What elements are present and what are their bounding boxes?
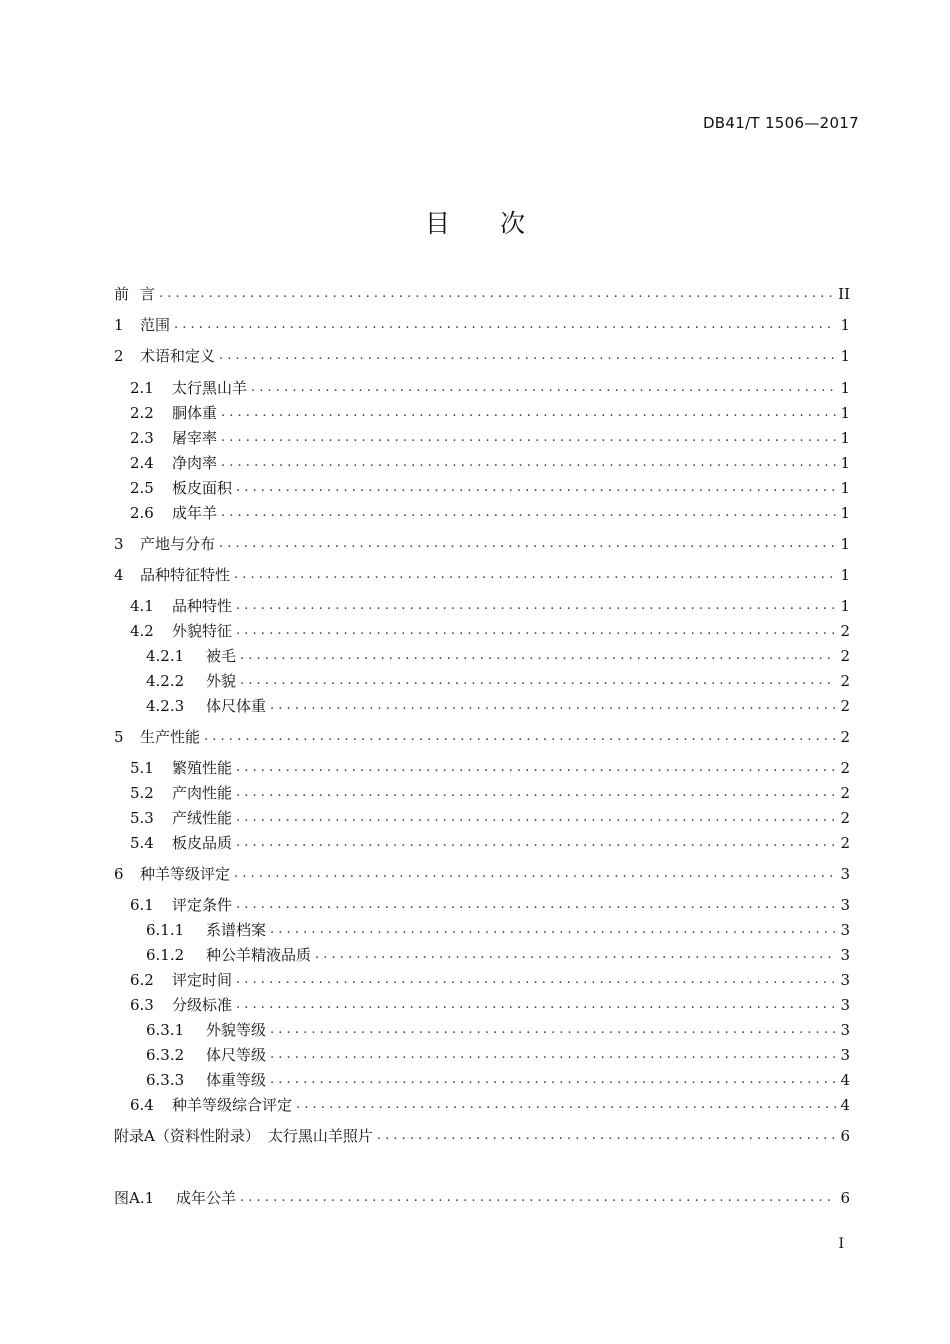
title-char-2: 次 [500,209,526,238]
toc-entry-number: 6.1.1 [146,921,185,939]
toc-dot-leader [236,782,836,804]
toc-entry[interactable] [114,620,850,642]
toc-entry-page: 6 [840,1127,850,1145]
toc-entry[interactable] [114,726,850,748]
toc-entry-label: 产地与分布 [140,535,216,553]
toc-entry-label: 太行黑山羊照片 [267,1127,373,1145]
toc-entry-page: 1 [840,454,850,472]
toc-entry-number: 2.2 [130,404,154,422]
toc-dot-leader [219,533,836,555]
page-title [0,204,950,240]
toc-entry-label: 品种特征特性 [140,566,231,584]
toc-entry[interactable] [114,757,850,779]
toc-entry-label: 体重等级 [206,1071,267,1089]
toc-dot-leader [159,283,834,305]
toc-entry[interactable] [114,452,850,474]
toc-entry-label: 品种特性 [172,597,233,615]
toc-entry[interactable] [114,477,850,499]
toc-entry[interactable] [114,1187,850,1209]
toc-dot-leader [236,757,836,779]
toc-entry-label: 言 [140,285,156,303]
toc-dot-leader [236,894,836,916]
toc-entry-label: 繁殖性能 [172,759,233,777]
toc-entry-number: 5 [114,728,124,746]
toc-entry[interactable] [114,564,850,586]
toc-entry-page: 1 [840,535,850,553]
toc-entry-page: 3 [840,996,850,1014]
toc-dot-leader [221,402,836,424]
toc-entry-number: 6.2 [130,971,154,989]
toc-entry-page: 1 [840,347,850,365]
toc-dot-leader [236,994,836,1016]
toc-entry-label: 屠宰率 [172,429,218,447]
toc-entry-page: 6 [840,1189,850,1207]
toc-entry-page: 4 [840,1071,850,1089]
toc-entry-number: 2.4 [130,454,154,472]
toc-entry-number: 4 [114,566,124,584]
toc-entry-number: 3 [114,535,124,553]
toc-entry-number: 1 [114,316,124,334]
title-char-1: 目 [424,209,450,238]
toc-entry-page: 4 [840,1096,850,1114]
toc-dot-leader [270,695,836,717]
toc-entry-page: 2 [840,697,850,715]
toc-entry-number: 4.2.3 [146,697,185,715]
toc-entry-label: 成年公羊 [176,1189,237,1207]
toc-entry[interactable] [114,832,850,854]
toc-entry-number: 4.1 [130,597,154,615]
toc-entry[interactable] [114,345,850,367]
toc-entry-label: 板皮面积 [172,479,233,497]
toc-dot-leader [240,645,836,667]
toc-entry[interactable] [114,807,850,829]
toc-entry-label: 生产性能 [140,728,201,746]
toc-entry-page: 1 [840,566,850,584]
toc-dot-leader [236,969,836,991]
document-code: DB41/T 1506—2017 [702,114,859,132]
toc-entry[interactable] [114,377,850,399]
toc-dot-leader [174,314,836,336]
toc-entry-page: 3 [840,896,850,914]
toc-entry-page: 2 [840,759,850,777]
toc-entry-label: 分级标准 [172,996,233,1014]
toc-entry-number: 6.4 [130,1096,154,1114]
toc-entry-page: 1 [840,429,850,447]
toc-entry-label: 净肉率 [172,454,218,472]
toc-entry-label: 种公羊精液品质 [206,946,312,964]
toc-entry-number: 2.3 [130,429,154,447]
toc-entry-label: 评定时间 [172,971,233,989]
toc-dot-leader [234,564,836,586]
toc-entry[interactable] [114,595,850,617]
toc-entry[interactable] [114,782,850,804]
toc-entry-page: 3 [840,921,850,939]
toc-entry[interactable] [114,314,850,336]
toc-entry-label: 太行黑山羊 [172,379,248,397]
toc-entry-number: 6.3.3 [146,1071,185,1089]
toc-entry[interactable] [114,1069,850,1091]
toc-dot-leader [240,670,836,692]
toc-entry-page: 2 [840,784,850,802]
toc-entry-number: 2.1 [130,379,154,397]
toc-entry-page: 2 [840,622,850,640]
toc-entry-page: 3 [840,1046,850,1064]
toc-entry-page: 1 [840,504,850,522]
toc-entry-label: 胴体重 [172,404,218,422]
toc-entry-page: 2 [840,834,850,852]
toc-entry[interactable] [114,1125,850,1147]
toc-dot-leader [236,807,836,829]
toc-entry-label: 术语和定义 [140,347,216,365]
toc-entry-number: 2.5 [130,479,154,497]
toc-entry-page: 2 [840,809,850,827]
toc-entry-number: 2 [114,347,124,365]
toc-entry[interactable] [114,919,850,941]
toc-entry-page: 2 [840,728,850,746]
toc-entry-number: 5.1 [130,759,154,777]
toc-dot-leader [240,1187,836,1209]
toc-entry[interactable] [114,402,850,424]
toc-dot-leader [270,1019,836,1041]
toc-dot-leader [296,1094,836,1116]
toc-entry-label: 板皮品质 [172,834,233,852]
toc-entry-page: 1 [840,404,850,422]
toc-entry[interactable] [114,645,850,667]
toc-entry-label: 体尺等级 [206,1046,267,1064]
toc-entry-number: 6 [114,865,124,883]
toc-entry-number: 2.6 [130,504,154,522]
toc-entry[interactable] [114,994,850,1016]
page-number: I [838,1236,844,1252]
toc-entry-number: 6.3 [130,996,154,1014]
toc-entry-label: 外貌 [206,672,237,690]
toc-entry[interactable] [114,502,850,524]
toc-dot-leader [236,620,836,642]
toc-entry[interactable] [114,944,850,966]
toc-dot-leader [270,919,836,941]
toc-entry-number: 6.3.1 [146,1021,185,1039]
toc-entry-number: 5.2 [130,784,154,802]
toc-entry-number: 6.3.2 [146,1046,185,1064]
toc-entry-page: 2 [840,672,850,690]
toc-dot-leader [221,427,836,449]
toc-entry-page: 1 [840,316,850,334]
toc-dot-leader [377,1125,836,1147]
toc-entry-page: 1 [840,597,850,615]
toc-dot-leader [204,726,836,748]
toc-entry[interactable] [114,1019,850,1041]
toc-entry-number: 4.2 [130,622,154,640]
toc-entry-number: 6.1.2 [146,946,185,964]
toc-dot-leader [219,345,836,367]
toc-dot-leader [221,452,836,474]
toc-entry-label: 成年羊 [172,504,218,522]
toc-dot-leader [270,1044,836,1066]
toc-entry[interactable] [114,427,850,449]
toc-entry[interactable] [114,894,850,916]
toc-dot-leader [221,502,836,524]
toc-dot-leader [236,477,836,499]
toc-entry[interactable] [114,695,850,717]
toc-entry-number: 图A.1 [114,1189,155,1207]
toc-entry[interactable] [114,283,850,305]
toc-entry-label: 评定条件 [172,896,233,914]
toc-dot-leader [251,377,836,399]
toc-entry-page: 3 [840,971,850,989]
toc-dot-leader [315,944,836,966]
toc-entry-page: 3 [840,1021,850,1039]
toc-entry-number: 4.2.1 [146,647,185,665]
toc-entry-number: 4.2.2 [146,672,185,690]
toc-entry-page: 1 [840,479,850,497]
toc-entry-number: 附录A（资料性附录） [114,1127,260,1145]
toc-entry-label: 系谱档案 [206,921,267,939]
toc-entry-number: 前 [114,285,130,303]
toc-entry-page: 3 [840,865,850,883]
toc-dot-leader [236,595,836,617]
toc-dot-leader [236,832,836,854]
toc-entry-label: 外貌等级 [206,1021,267,1039]
toc-entry-label: 外貌特征 [172,622,233,640]
toc-entry[interactable] [114,670,850,692]
toc-entry[interactable] [114,863,850,885]
toc-entry-label: 被毛 [206,647,237,665]
toc-entry[interactable] [114,969,850,991]
toc-entry-label: 范围 [140,316,171,334]
toc-entry-number: 5.4 [130,834,154,852]
toc-entry-page: 2 [840,647,850,665]
toc-entry-label: 种羊等级综合评定 [172,1096,293,1114]
toc-entry-label: 产肉性能 [172,784,233,802]
toc-entry-page: II [838,285,850,303]
toc-entry-number: 6.1 [130,896,154,914]
toc-entry[interactable] [114,533,850,555]
toc-entry[interactable] [114,1044,850,1066]
toc-entry-label: 种羊等级评定 [140,865,231,883]
toc-entry-page: 1 [840,379,850,397]
toc-dot-leader [270,1069,836,1091]
toc-entry-number: 5.3 [130,809,154,827]
toc-dot-leader [234,863,836,885]
toc-entry[interactable] [114,1094,850,1116]
toc-entry-page: 3 [840,946,850,964]
toc-entry-label: 产绒性能 [172,809,233,827]
toc-entry-label: 体尺体重 [206,697,267,715]
